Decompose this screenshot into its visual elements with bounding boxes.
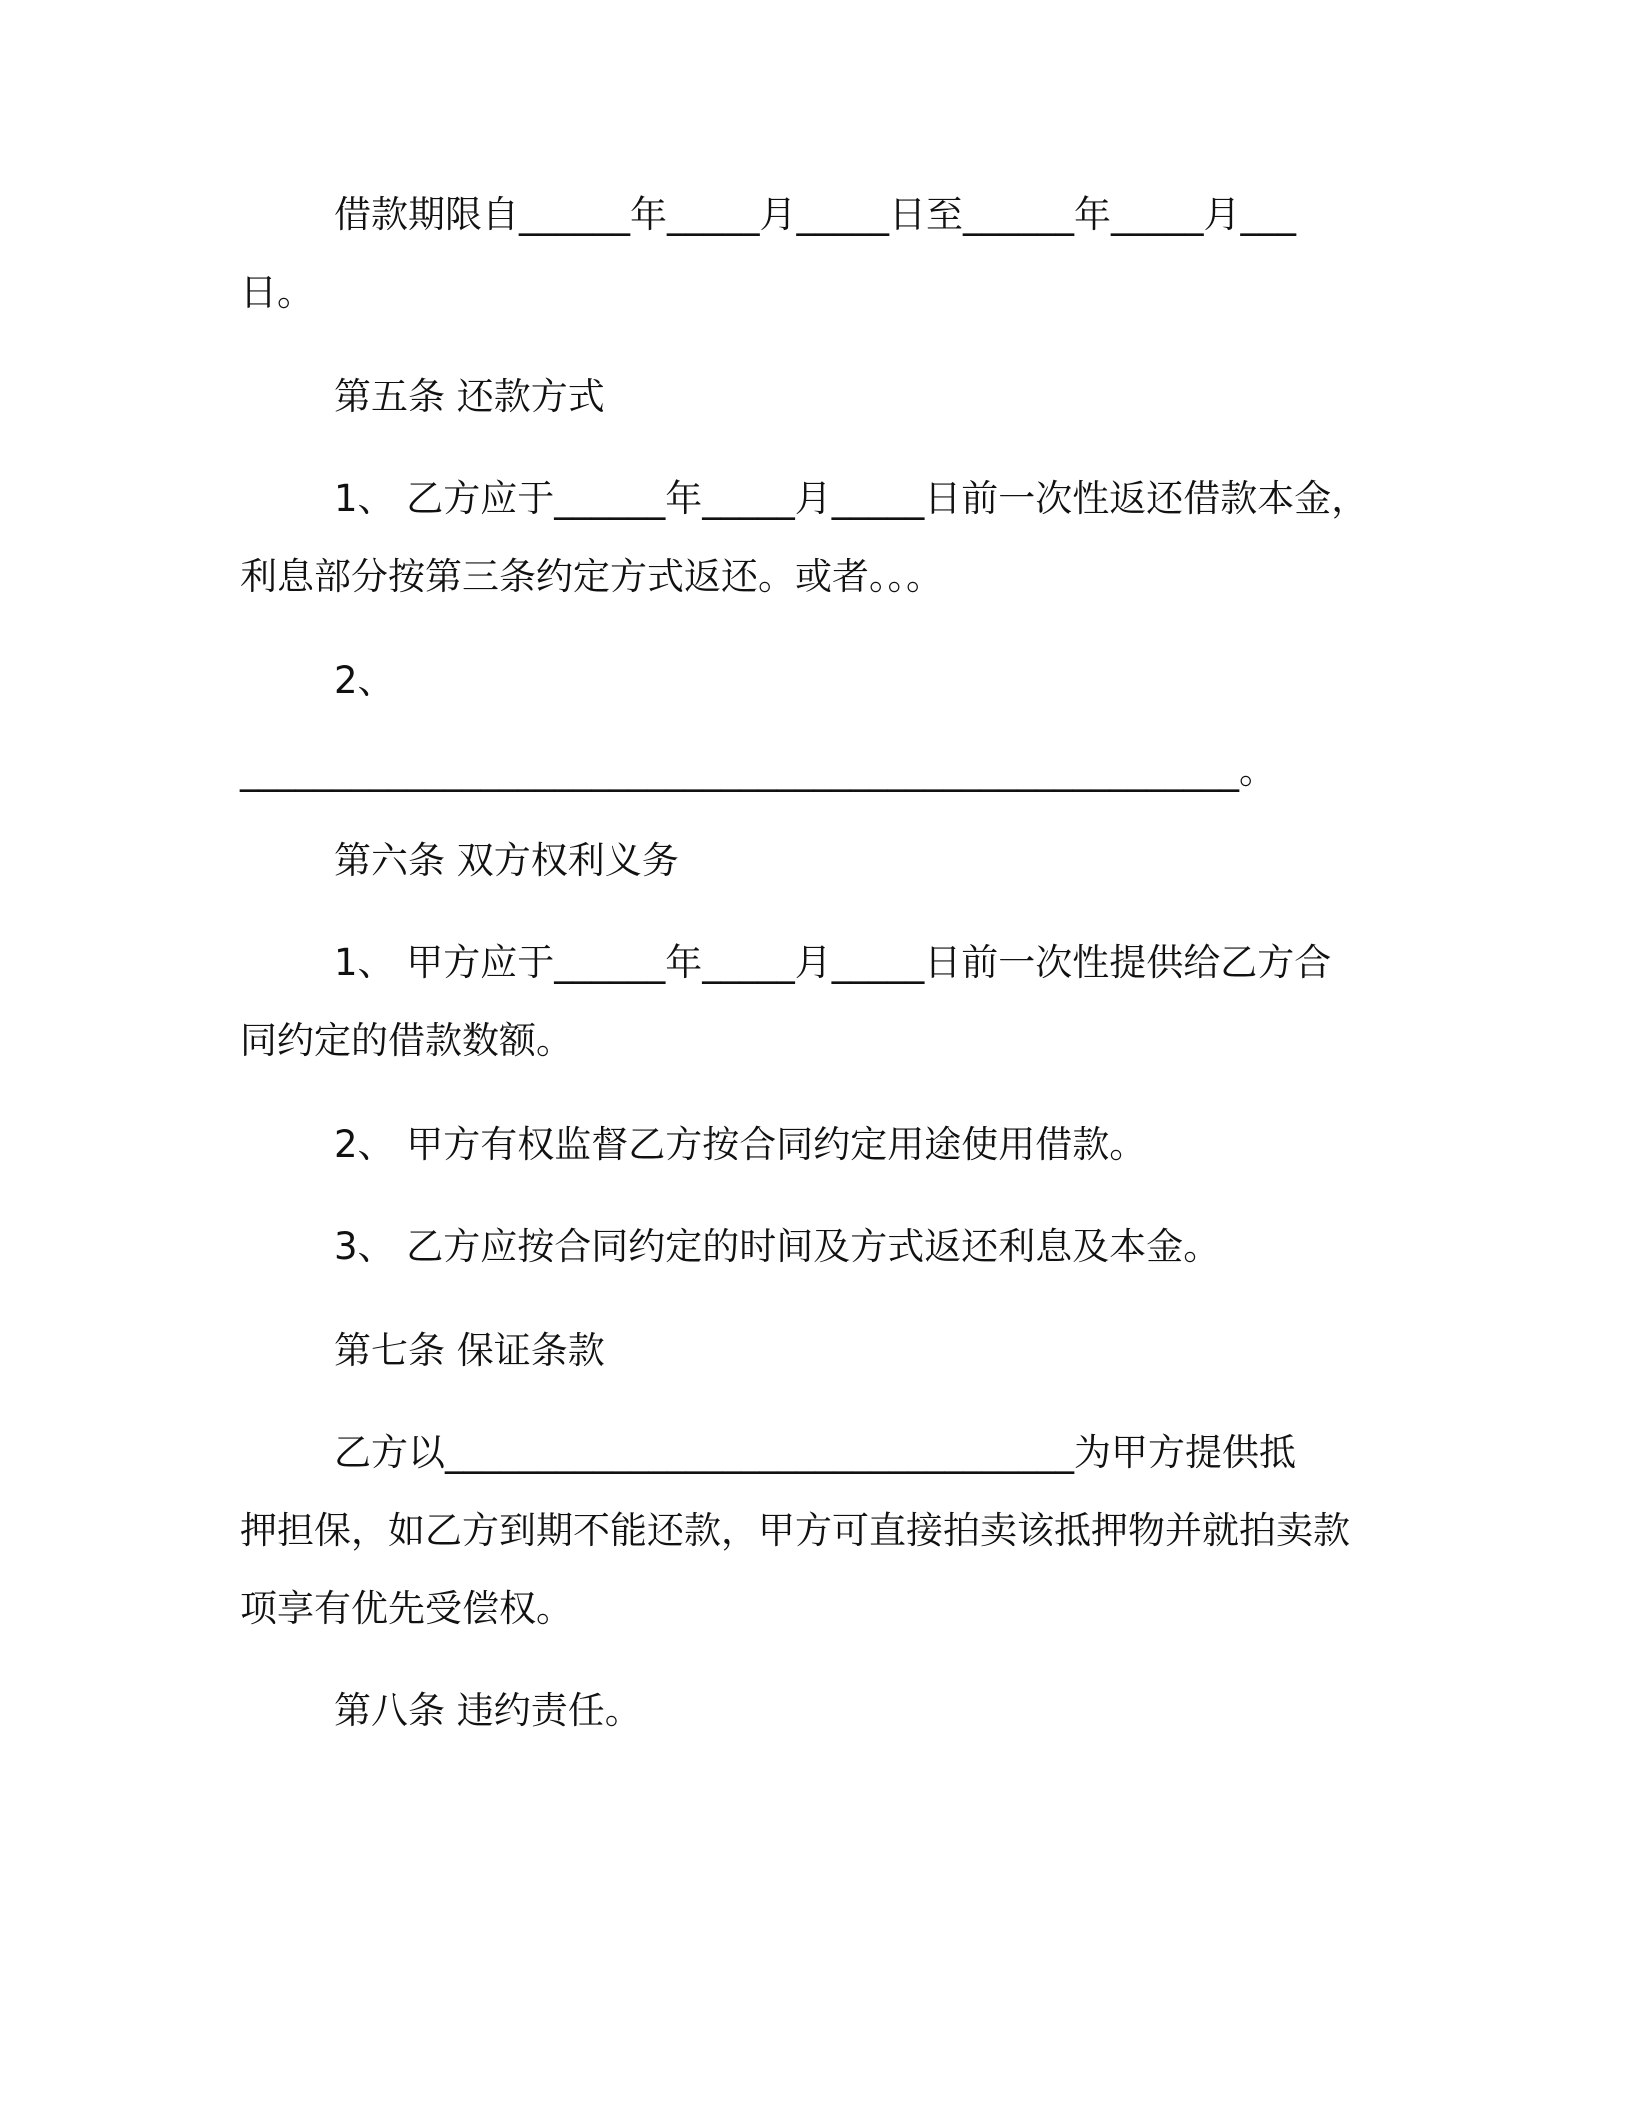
article-7-heading: 第七条 保证条款 <box>334 1329 605 1372</box>
article-8-heading: 第八条 违约责任。 <box>334 1689 642 1732</box>
article-7-body-end: 项享有优先受偿权。 <box>240 1587 573 1630</box>
article-7-body-continued: 押担保，如乙方到期不能还款，甲方可直接拍卖该抵押物并就拍卖款 <box>240 1509 1350 1552</box>
article-6-heading: 第六条 双方权利义务 <box>334 839 679 882</box>
article-5-heading: 第五条 还款方式 <box>334 375 605 418</box>
article-6-clause-1-continued: 同约定的借款数额。 <box>240 1019 573 1062</box>
article-6-clause-2: 2、 甲方有权监督乙方按合同约定用途使用借款。 <box>334 1123 1147 1166</box>
article-7-body: 乙方以__________________________________为甲方提供抵 <box>334 1431 1296 1474</box>
article-5-clause-2: 2、 <box>334 659 395 702</box>
article-5-clause-1-continued: 利息部分按第三条约定方式返还。或者。。。 <box>240 555 943 598</box>
loan-term-line: 借款期限自______年_____月_____日至______年_____月___ <box>334 193 1296 236</box>
article-6-clause-3: 3、 乙方应按合同约定的时间及方式返还利息及本金。 <box>334 1225 1221 1268</box>
loan-term-line-end: 日。 <box>240 271 314 314</box>
article-5-clause-2-blank: ______________________________________________________。 <box>240 749 1276 792</box>
article-6-clause-1: 1、 甲方应于______年_____月_____日前一次性提供给乙方合 <box>334 941 1332 984</box>
article-5-clause-1: 1、 乙方应于______年_____月_____日前一次性返还借款本金， <box>334 477 1369 520</box>
